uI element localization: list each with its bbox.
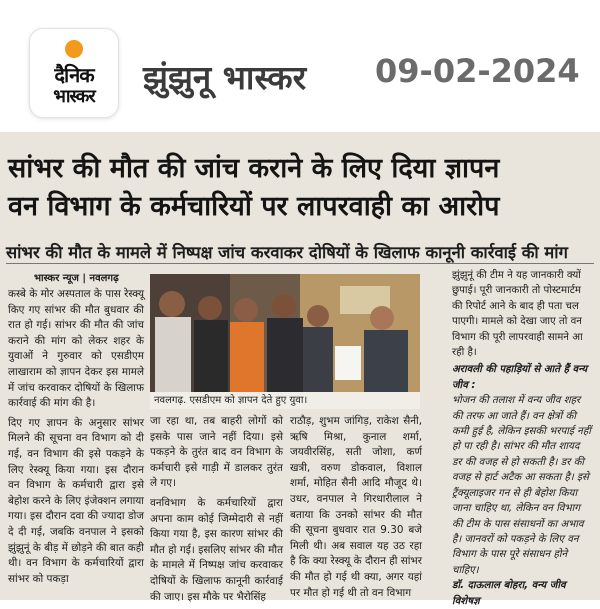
headline-line-2: वन विभाग के कर्मचारियों पर लापरवाही का आरोप xyxy=(8,191,500,222)
edition-title: झुंझुनू भास्कर xyxy=(143,58,307,97)
logo-line-2: भास्कर xyxy=(53,86,95,107)
article-headline xyxy=(8,150,594,226)
photo-caption: नवलगढ़. एसडीएम को ज्ञापन देते हुए युवा। xyxy=(150,392,420,409)
article-column-1 xyxy=(8,287,144,600)
col2-paragraph-1: जा रहा था, तब बाहरी लोगों को इसके पास जाने नहीं दिया। इसे पकड़ने के तुरंत बाद वन विभाग के कर्मचारी इसे गाड़ी में डालकर तुरंत ले गए। xyxy=(150,415,283,490)
col1-paragraph-2: दिए गए ज्ञापन के अनुसार सांभर मिलने की सूचना वन विभाग को दी गई, वन विभाग की इसे पकड़ने के लिए रेस्क्यू किया गया। इस दौरान वन विभाग के कर्मचारी द्वारा इसे बेहोश करने के लिए इंजेक्शन लगाया गया। इस दौरान दवा की ज्यादा डोज दे दी गई, जबकि वनपाल ने इसको झुंझुनूं के बीड़ में छोड़ने की बात कही थी। वन विभाग के कर्मचारियों द्वारा सांभर को पकड़ा xyxy=(8,416,144,585)
col3-paragraph: राठौड़, शुभम जांगिड़, राकेश सैनी, ऋषि मिश्रा, कुनाल शर्मा, जयवीरसिंह, सती जोशा, कर्ण खत्री, वरुण डोकवाल, विशाल शर्मा, मोहित सैनी आदि मौजूद थे। उधर, वनपाल ने गिरधारीलाल ने बताया कि उनको सांभर की मौत की सूचना बुधवार रात 9.30 बजे मिली थी। अब सवाल यह उठ रहा है कि क्या रेस्क्यू के दौरान ही सांभर की मौत हो गई थी क्या, अगर यहां पर मौत हो गई थी तो वन विभाग xyxy=(290,415,422,599)
headline-line-1: सांभर की मौत की जांच कराने के लिए दिया ज्ञापन xyxy=(8,153,500,184)
expert-signature: डॉ. दाऊलाल बोहरा, वन्य जीव विशेषज्ञ xyxy=(452,580,566,607)
article-column-3 xyxy=(290,414,422,600)
page-header xyxy=(0,0,600,132)
quote-heading: अरावली की पहाड़ियों से आते हैं वन्य जीव : xyxy=(452,364,588,391)
expert-quote: भोजन की तलाश में वन्य जीव शहर की तरफ आ जाते हैं। वन क्षेत्रों की कमी हुई है, लेकिन इसकी भरपाई नहीं हो पा रही है। सांभर की मौत शायद डर की वजह से हो सकती है। डर की वजह से हार्ट अटैक आ सकता है। इसे ट्रैंक्यूलाइजर गन से ही बेहोश किया जाना चाहिए था, लेकिन वन विभाग की टीम के पास संसाधनों का अभाव है। जानवरों को पकड़ने के लिए वन विभाग के पास पूरे संसाधन होने चाहिए। xyxy=(452,395,591,576)
col2-paragraph-2: वनविभाग के कर्मचारियों द्वारा अपना काम कोई जिम्मेदारी से नहीं किया गया है, इस कारण सांभर की मौत हो गई। इसलिए सांभर की मौत के मामले में निष्पक्ष जांच करवाकर दोषियों के खिलाफ कानूनी कार्रवाई की जाए। इस मौके पर भैरोसिंह xyxy=(150,496,283,603)
group-photo-image xyxy=(150,274,420,392)
logo-line-1: दैनिक xyxy=(54,63,94,87)
article-column-2 xyxy=(150,414,283,603)
byline: भास्कर न्यूज | नवलगढ़ xyxy=(34,273,119,284)
col4-paragraph-1: झुंझुनूं की टीम ने यह जानकारी क्यों छुपाई। पूरी जानकारी तो पोस्टमार्टम की रिपोर्ट आने के बाद ही पता चल पाएगी। मामले को देखा जाए तो वन विभाग की पूरी लापरवाही सामने आ रही है। xyxy=(452,270,583,359)
col1-paragraph-1: कस्बे के मोर अस्पताल के पास रेस्क्यू किए गए सांभर की मौत बुधवार की रात हो गई। सांभर की मौत की जांच कराने की मांग को लेकर शहर के युवाओं ने गुरुवार को एसडीएम लाखाराम को ज्ञापन देकर इस मामले में जांच करवाकर दोषियों के खिलाफ कार्रवाई की मांग की है। xyxy=(8,288,144,410)
divider xyxy=(6,263,594,264)
dainik-bhaskar-logo[interactable] xyxy=(29,28,119,118)
sun-icon xyxy=(65,40,83,58)
article-photo xyxy=(150,274,420,392)
article-subheadline: सांभर की मौत के मामले में निष्पक्ष जांच करवाकर दोषियों के खिलाफ कानूनी कार्रवाई की मांग xyxy=(6,243,568,262)
edition-date: 09-02-2024 xyxy=(375,52,580,90)
article-column-4 xyxy=(452,268,592,607)
